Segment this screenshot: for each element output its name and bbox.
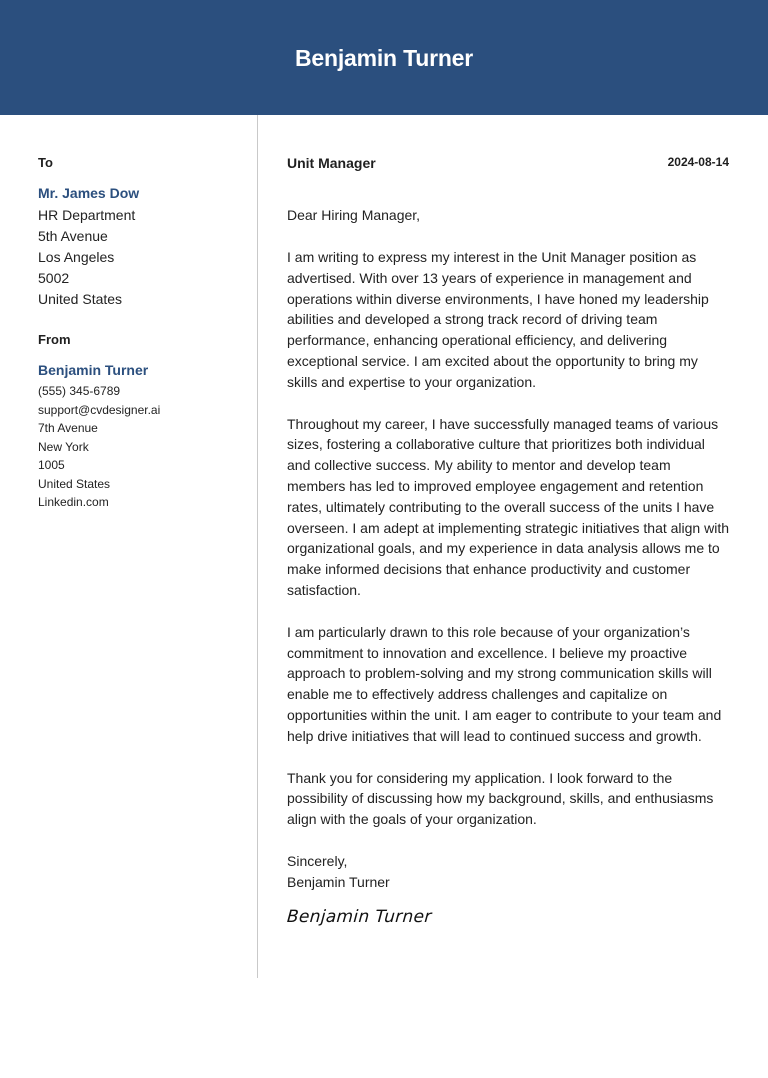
recipient-postcode: 5002 <box>38 270 70 286</box>
closing <box>287 851 729 893</box>
sender-email: support@cvdesigner.ai <box>38 402 161 417</box>
applicant-name: Benjamin Turner <box>294 44 474 71</box>
recipient-city: Los Angeles <box>38 249 115 265</box>
from-label: From <box>38 332 71 347</box>
recipient-street: 5th Avenue <box>38 228 108 244</box>
recipient-country: United States <box>38 291 123 307</box>
letter-date: 2024-08-14 <box>667 155 729 169</box>
paragraph: I am particularly drawn to this role because of your organization’s commitment to innovation and excellence. I believe my proactive approach to problem-solving and my strong communication skills will enable me to effectively address challenges and capitalize on opportunities within the unit. I am eager to contribute to your team and help drive initiatives that will lead to continued success and growth. <box>287 623 722 744</box>
sender-country: United States <box>38 476 111 491</box>
greeting: Dear Hiring Manager, <box>287 207 421 223</box>
paragraph: Thank you for considering my application. I look forward to the possibility of discussing how my background, skills, and enthusiasms align with the goals of your organization. <box>287 769 714 828</box>
sidebar <box>38 155 243 512</box>
closing-salutation: Sincerely, <box>287 852 348 869</box>
sender-block <box>38 332 243 512</box>
letter-title-row <box>287 155 729 173</box>
sender-street: 7th Avenue <box>38 421 98 435</box>
column-divider <box>257 115 258 978</box>
sender-postcode: 1005 <box>38 458 65 472</box>
sender-contact <box>38 382 243 512</box>
to-label: To <box>38 155 53 170</box>
sender-linkedin: Linkedin.com <box>38 495 109 509</box>
sender-city: New York <box>38 439 89 454</box>
paragraph: I am writing to express my interest in the Unit Manager position as advertised. With over 13 years of experience in management and operations within diverse environments, I have honed my leadership abilities and developed a strong track record of driving team performance, enhancing operational efficiency, and delivering exceptional service. I am excited about the opportunity to bring my skills and expertise to your organization. <box>287 249 709 390</box>
signature: Benjamin Turner <box>286 906 433 927</box>
recipient-address <box>38 205 243 310</box>
sender-phone: (555) 345-6789 <box>38 384 121 398</box>
paragraph: Throughout my career, I have successfully managed teams of various sizes, fostering a collaborative culture that prioritizes both individual and collective success. My ability to mentor and develop team members has led to improved employee engagement and retention rates, ultimately contributing to the overall success of the units I have overseen. I am adept at implementing strategic initiatives that align with organizational goals, and my experience in data analysis allows me to make informed decisions that enhance productivity and customer satisfaction. <box>287 415 730 598</box>
recipient-name: Mr. James Dow <box>38 185 140 201</box>
header-banner <box>0 0 768 115</box>
letter-body <box>287 155 729 927</box>
recipient-department: HR Department <box>38 207 136 223</box>
sender-name: Benjamin Turner <box>38 362 149 378</box>
job-title: Unit Manager <box>287 155 376 171</box>
closing-name: Benjamin Turner <box>287 873 390 890</box>
